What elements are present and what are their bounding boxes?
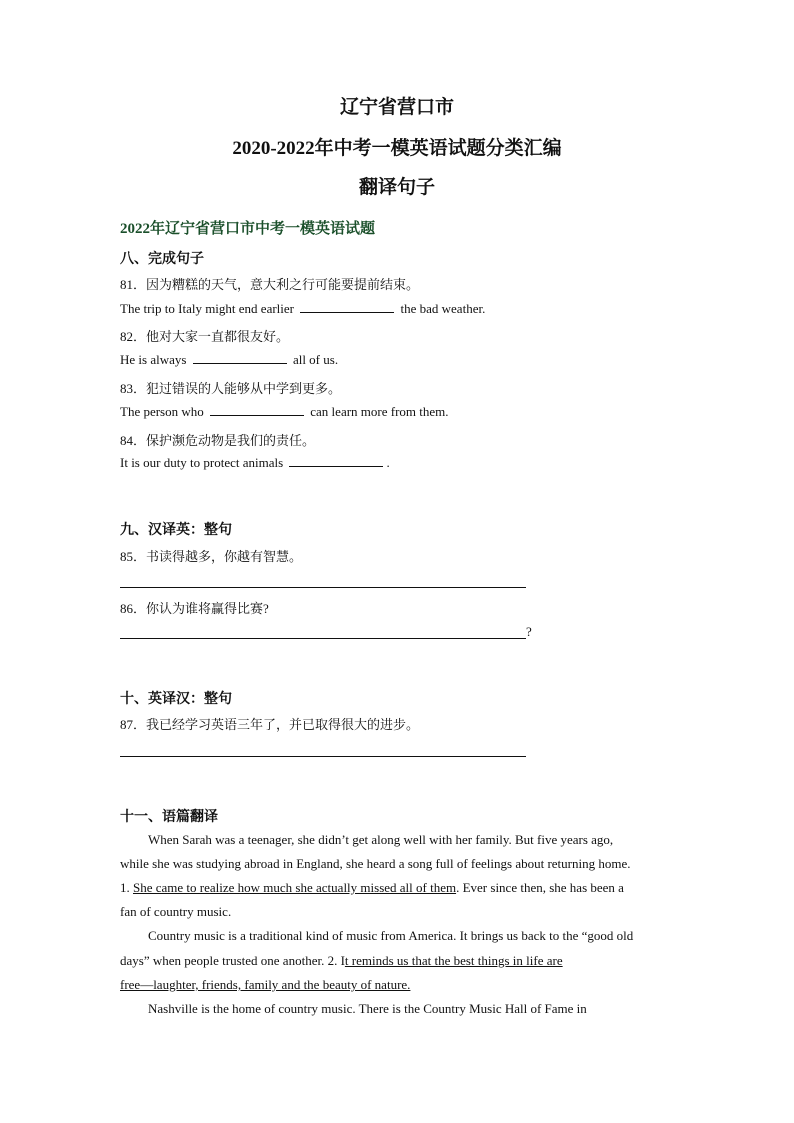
- passage-p3-line1: Nashville is the home of country music. There is the Country Music Hall of Fame in: [148, 1001, 587, 1016]
- passage-sentence-1-number: 1.: [120, 880, 133, 895]
- passage-p2-line2: [120, 953, 676, 969]
- question-82-zh: 82．他对大家一直都很友好。: [120, 329, 290, 344]
- question-83-zh: 83．犯过错误的人能够从中学到更多。: [120, 381, 342, 396]
- question-81-en: [120, 301, 485, 317]
- passage-sentence-1-underlined: She came to realize how much she actually missed all of them: [133, 880, 457, 895]
- passage-p2-line1: Country music is a traditional kind of music from America. It brings us back to the “good old: [148, 928, 634, 943]
- question-82-en-after: all of us.: [292, 352, 339, 367]
- section10-heading: 十、英译汉：整句: [120, 692, 232, 707]
- header-topic: 翻译句子: [358, 177, 435, 198]
- question-81-zh: 81．因为糟糕的天气，意大利之行可能要提前结束。: [120, 277, 420, 292]
- answer-blank-83[interactable]: [210, 404, 304, 416]
- answer-line-86[interactable]: [120, 638, 526, 639]
- answer-line-85[interactable]: [120, 587, 526, 588]
- passage-p1-line2: while she was studying abroad in England, she heard a song full of feelings about returning home.: [120, 856, 631, 871]
- passage-p1-line1: When Sarah was a teenager, she didn’t get along well with her family. But five years ago,: [148, 832, 614, 847]
- question-83-en: [120, 404, 449, 420]
- exam-title: 2022年辽宁省营口市中考一模英语试题: [120, 221, 376, 237]
- answer-blank-81[interactable]: [300, 301, 394, 313]
- question-82-en-before: He is always: [120, 352, 187, 367]
- answer-line-87[interactable]: [120, 756, 526, 757]
- question-83-en-before: The person who: [120, 404, 204, 419]
- passage-p1-line4: fan of country music.: [120, 904, 232, 919]
- question-87-zh: 87．我已经学习英语三年了，并已取得很大的进步。: [120, 717, 420, 732]
- question-84-en: [120, 455, 390, 471]
- question-82-en: [120, 352, 338, 368]
- answer-blank-82[interactable]: [193, 352, 287, 364]
- passage-p1-line3: [120, 880, 676, 896]
- question-84-en-before: It is our duty to protect animals: [120, 455, 284, 470]
- question-84-en-after: .: [386, 455, 390, 470]
- passage-p1-line3-rest: . Ever since then, she has been a: [456, 880, 624, 895]
- section8-heading: 八、完成句子: [120, 252, 204, 267]
- section11-heading: 十一、语篇翻译: [120, 810, 218, 825]
- question-86-end-mark: ?: [526, 624, 532, 639]
- section9-heading: 九、汉译英：整句: [120, 523, 232, 538]
- question-85-zh: 85．书读得越多，你越有智慧。: [120, 549, 303, 564]
- passage-sentence-2-underlined-part1: t reminds us that the best things in life are: [344, 953, 563, 968]
- question-84-zh: 84．保护濒危动物是我们的责任。: [120, 433, 316, 448]
- header-province: 辽宁省营口市: [339, 97, 454, 118]
- passage-sentence-2-underlined-part2: free—laughter, friends, family and the beauty of nature.: [120, 977, 411, 992]
- passage-p2-line2-pre: days” when people trusted one another. 2. I: [120, 953, 345, 968]
- header-collection-title: 2020-2022年中考一模英语试题分类汇编: [232, 138, 562, 159]
- question-86-zh: 86．你认为谁将赢得比赛?: [120, 601, 269, 616]
- question-81-en-after: the bad weather.: [400, 301, 486, 316]
- answer-blank-84[interactable]: [289, 455, 383, 467]
- passage-p2-line3: [120, 977, 676, 993]
- question-83-en-after: can learn more from them.: [310, 404, 449, 419]
- question-81-en-before: The trip to Italy might end earlier: [120, 301, 294, 316]
